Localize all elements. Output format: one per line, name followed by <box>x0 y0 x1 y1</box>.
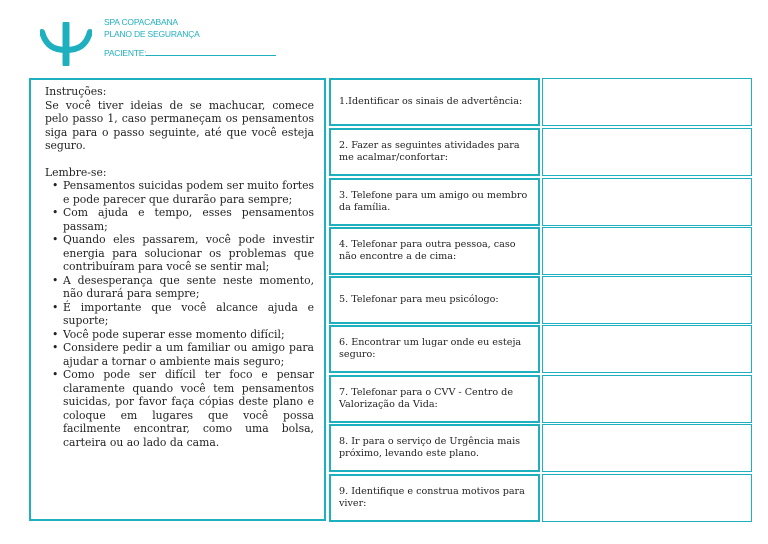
step-label: 7. Telefonar para o CVV - Centro de Valorização da Vida: <box>329 375 540 423</box>
table-row <box>329 227 754 275</box>
table-row <box>329 276 754 324</box>
list-item: • Como pode ser difícil ter foco e pensar claramente quando você tem pensamentos suicidas, por favor faça cópias deste plano e coloque em lugares que você possa facilmente encontrar, como uma bolsa, carteira ou ao lado da cama. <box>55 368 314 449</box>
list-item: • Você pode superar esse momento difícil; <box>55 328 314 342</box>
table-row <box>329 78 754 126</box>
step-answer-field[interactable] <box>542 424 752 472</box>
header-brand <box>104 16 276 59</box>
list-item: • Com ajuda e tempo, esses pensamentos passam; <box>55 206 314 233</box>
step-answer-field[interactable] <box>542 375 752 423</box>
step-answer-field[interactable] <box>542 276 752 324</box>
step-label: 4. Telefonar para outra pessoa, caso não encontre a de cima: <box>329 227 540 275</box>
step-answer-field[interactable] <box>542 78 752 126</box>
patient-name-line[interactable] <box>146 47 276 56</box>
step-label: 2. Fazer as seguintes atividades para me acalmar/confortar: <box>329 128 540 176</box>
instructions-title: Instruções: <box>45 85 107 98</box>
instructions-text: Se você tiver ideias de se machucar, comece pelo passo 1, caso permaneçam os pensamentos siga para o passo seguinte, até que você esteja seguro. <box>45 98 314 152</box>
step-label: 6. Encontrar um lugar onde eu esteja seguro: <box>329 325 540 373</box>
table-row <box>329 178 754 226</box>
document-title: PLANO DE SEGURANÇA <box>104 29 200 39</box>
patient-label: PACIENTE: <box>104 48 147 58</box>
step-label: 8. Ir para o serviço de Urgência mais próximo, levando este plano. <box>329 424 540 472</box>
clinic-name: SPA COPACABANA <box>104 17 178 27</box>
step-answer-field[interactable] <box>542 227 752 275</box>
step-label: 9. Identifique e construa motivos para viver: <box>329 474 540 522</box>
list-item: • É importante que você alcance ajuda e suporte; <box>55 301 314 328</box>
remember-title: Lembre-se: <box>45 165 107 179</box>
step-label: 3. Telefone para um amigo ou membro da família. <box>329 178 540 226</box>
list-item: • Considere pedir a um familiar ou amigo para ajudar a tornar o ambiente mais seguro; <box>55 341 314 368</box>
table-row <box>329 375 754 423</box>
instructions-panel <box>29 78 326 521</box>
step-answer-field[interactable] <box>542 474 752 522</box>
step-answer-field[interactable] <box>542 178 752 226</box>
psi-logo-icon <box>40 22 92 66</box>
list-item: • Quando eles passarem, você pode investir energia para solucionar os problemas que contribuíram para você se sentir mal; <box>55 233 314 274</box>
patient-field[interactable] <box>104 47 276 59</box>
step-label: 5. Telefonar para meu psicólogo: <box>329 276 540 324</box>
step-answer-field[interactable] <box>542 128 752 176</box>
remember-list <box>45 179 314 449</box>
table-row <box>329 325 754 373</box>
step-label: 1.Identificar os sinais de advertência: <box>329 78 540 126</box>
list-item: • A desesperança que sente neste momento, não durará para sempre; <box>55 274 314 301</box>
table-row <box>329 128 754 176</box>
table-row <box>329 474 754 522</box>
table-row <box>329 424 754 472</box>
step-answer-field[interactable] <box>542 325 752 373</box>
list-item: • Pensamentos suicidas podem ser muito fortes e pode parecer que durarão para sempre; <box>55 179 314 206</box>
